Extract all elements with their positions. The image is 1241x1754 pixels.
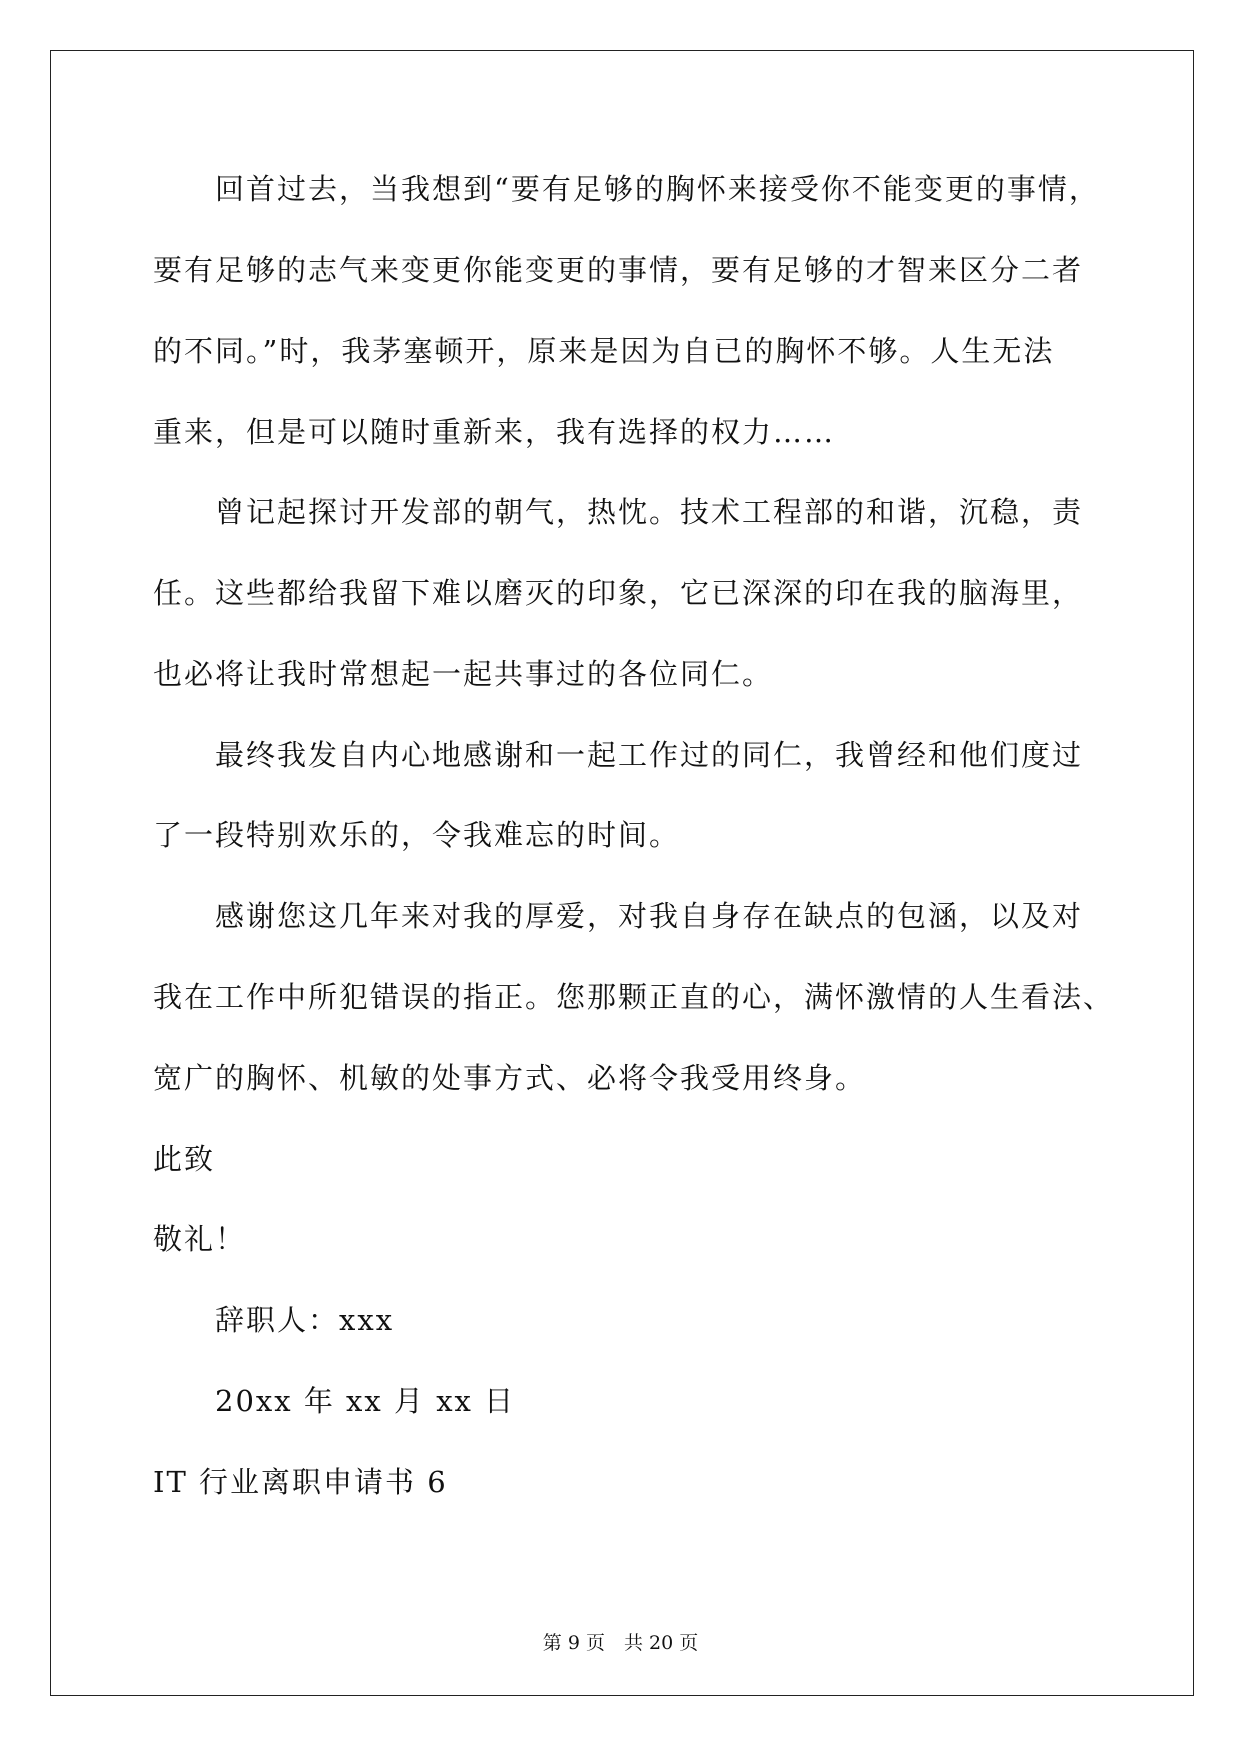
page-number: 第 9 页 共 20 页 [542,1632,699,1654]
paragraph-line: 的不同。”时，我茅塞顿开，原来是因为自已的胸怀不够。人生无法 [153,334,1055,368]
paragraph-line: 最终我发自内心地感谢和一起工作过的同仁，我曾经和他们度过 [215,738,1084,772]
paragraph-line: 要有足够的志气来变更你能变更的事情，要有足够的才智来区分二者 [153,253,1084,287]
paragraph-line: 感谢您这几年来对我的厚爱，对我自身存在缺点的包涵，以及对 [215,899,1084,933]
paragraph-line: 宽广的胸怀、机敏的处事方式、必将令我受用终身。 [153,1061,867,1095]
page-border [50,50,1194,1696]
paragraph-line: 回首过去，当我想到“要有足够的胸怀来接受你不能变更的事情， [215,172,1100,206]
paragraph-line: 重来，但是可以随时重新来，我有选择的权力…… [153,415,836,449]
paragraph-line: 任。这些都给我留下难以磨灭的印象，它已深深的印在我的脑海里， [153,576,1084,610]
paragraph-line: 也必将让我时常想起一起共事过的各位同仁。 [153,657,774,691]
signature-date: 20xx 年 xx 月 xx 日 [215,1384,516,1418]
paragraph-line: 曾记起探讨开发部的朝气，热忱。技术工程部的和谐，沉稳，责 [215,495,1084,529]
paragraph-line: 我在工作中所犯错误的指正。您那颗正直的心，满怀激情的人生看法、 [153,980,1115,1014]
closing-regards: 敬礼！ [153,1222,247,1256]
section-heading: IT 行业离职申请书 6 [153,1465,448,1499]
paragraph-line: 了一段特别欢乐的，令我难忘的时间。 [153,818,681,852]
signatory: 辞职人：xxx [215,1303,395,1337]
closing-salutation: 此致 [153,1142,216,1176]
